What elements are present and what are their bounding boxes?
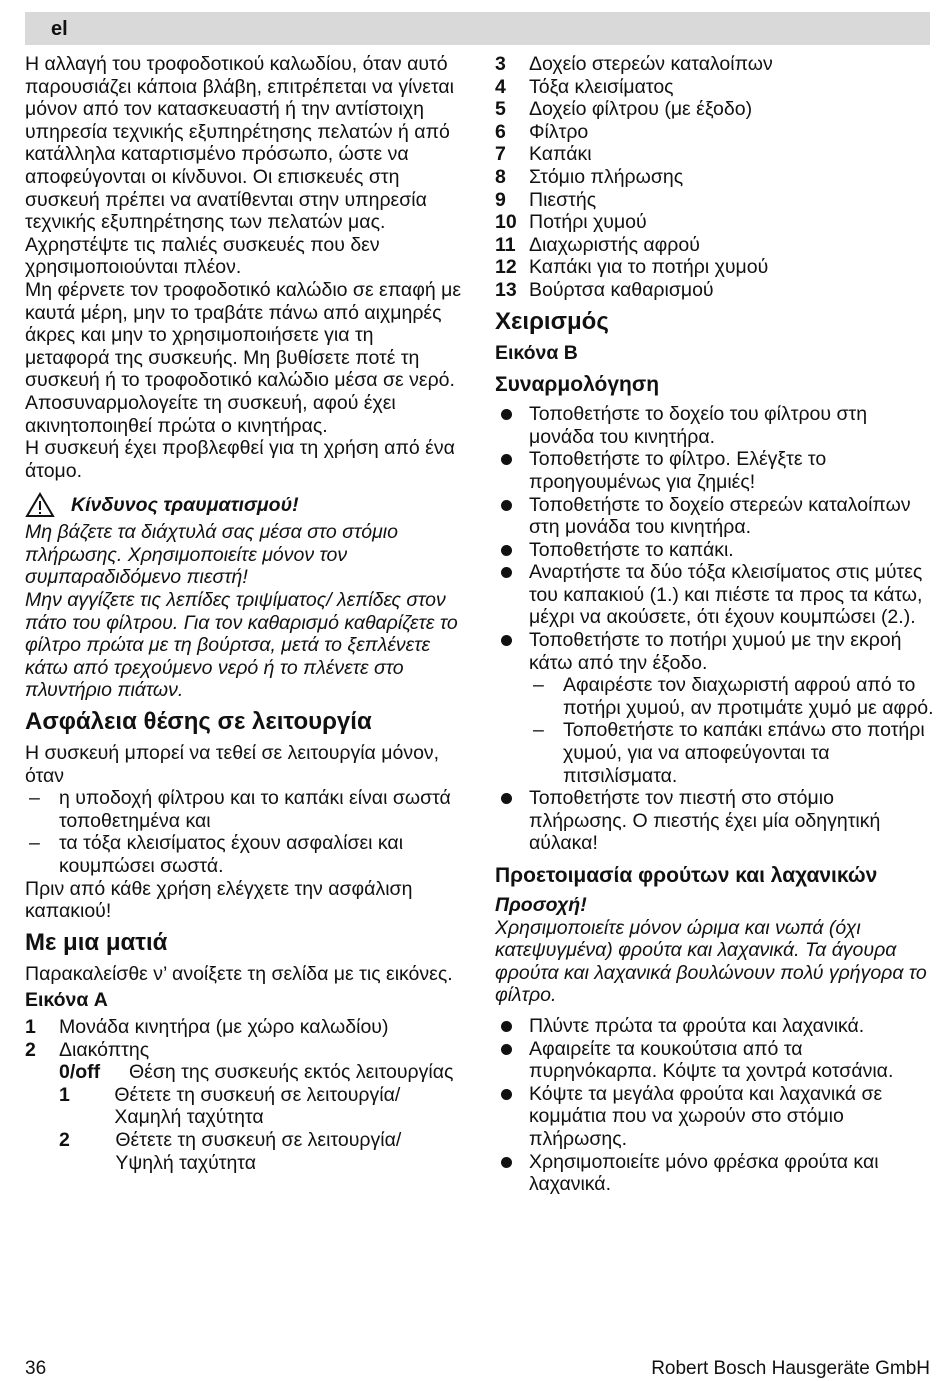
bullet-item: Τοποθετήστε το δοχείο στερεών καταλοίπων στη μονάδα του κινητήρα. <box>495 494 935 539</box>
switch-item: 1 Θέτετε τη συσκευή σε λειτουργία/ Χαμηλή ταχύτητα <box>59 1083 401 1129</box>
section-heading: Με μια ματιά <box>25 928 168 956</box>
bullet-item: Τοποθετήστε τον πιεστή στο στόμιο πλήρωσης. Ο πιεστής έχει μία οδηγητική αύλακα! <box>495 787 935 855</box>
bullet-icon <box>501 1157 512 1168</box>
dash-list-item: – η υποδοχή φίλτρου και το καπάκι είναι σωστά τοποθετημένα και <box>29 787 451 832</box>
part-item: 5 Δοχείο φίλτρου (με έξοδο) <box>495 98 753 121</box>
part-item: 11 Διαχωριστής αφρού <box>495 233 700 256</box>
bullet-icon <box>501 635 512 646</box>
bullet-icon <box>501 500 512 511</box>
bullet-item: Πλύντε πρώτα τα φρούτα και λαχανικά. <box>495 1015 935 1038</box>
paragraph: Η συσκευή έχει προβλεφθεί για τη χρήση από ένα άτομο. <box>25 437 455 482</box>
subsection-heading: Προετοιμασία φρούτων και λαχανικών <box>495 864 878 887</box>
bullet-item: Τοποθετήστε το καπάκι. <box>495 539 935 562</box>
bullet-icon <box>501 793 512 804</box>
bullet-item: Χρησιμοποιείτε μόνο φρέσκα φρούτα και λαχανικά. <box>495 1151 935 1196</box>
section-heading: Ασφάλεια θέσης σε λειτουργία <box>25 708 372 736</box>
part-item: 8 Στόμιο πλήρωσης <box>495 165 684 188</box>
paragraph: Πριν από κάθε χρήση ελέγχετε την ασφάλιση καπακιού! <box>25 877 413 923</box>
paragraph: Η αλλαγή του τροφοδοτικού καλωδίου, όταν αυτό παρουσιάζει κάποια βλάβη, επιτρέπεται να γίνεται μόνον από τον κατασκευαστή ή την αντίστοιχη υπηρεσία τεχνικής εξυπηρέτησης πελατών ή από κατάλληλα καταρτισμένο πρόσωπο, ώστε να αποφεύγονται οι κίνδυνοι. Οι επισκευές στη συσκευή πρέπει να ανατίθενται στην υπηρεσία τεχνικής εξυπηρέτησης των πελατών μας. Αχρηστέψτε τις παλιές συσκευές που δεν χρησιμοποιούνται πλέον. <box>25 53 454 279</box>
warning-text: Μη βάζετε τα διάχτυλά σας μέσα στο στόμιο πλήρωσης. Χρησιμοποιείτε μόνον τον συμπαραδιδόμενο πιεστή! <box>25 521 398 589</box>
bullet-item: Τοποθετήστε το ποτήρι χυμού με την εκροή κάτω από την έξοδο. <box>495 629 935 674</box>
warning-header <box>25 492 463 518</box>
language-code: el <box>51 18 68 40</box>
paragraph: Παρακαλείσθε ν’ ανοίξετε τη σελίδα με τις εικόνες. <box>25 962 453 985</box>
bullet-item: Τοποθετήστε το φίλτρο. Ελέγξτε το προηγουμένως για ζημιές! <box>495 448 935 493</box>
figure-label: Εικόνα B <box>495 341 578 364</box>
caution-title: Προσοχή! <box>495 894 587 916</box>
part-item: 4 Τόξα κλεισίματος <box>495 75 674 98</box>
warning-triangle-icon <box>25 492 55 518</box>
part-item: 9 Πιεστής <box>495 188 597 211</box>
part-item: 1 Μονάδα κινητήρα (με χώρο καλωδίου) <box>25 1015 389 1038</box>
caution-text: Χρησιμοποιείτε μόνον ώριμα και νωπά (όχι κατεψυγμένα) φρούτα και λαχανικά. Τα άγουρα φρούτα και λαχανικά βουλώνουν πολύ γρήγορα το φίλτρο. <box>495 916 927 1007</box>
bullet-icon <box>501 1021 512 1032</box>
paragraph: Αποσυναρμολογείτε τη συσκευή, αφού έχει ακινητοποιηθεί πρώτα ο κινητήρας. <box>25 391 396 437</box>
subsection-heading: Συναρμολόγηση <box>495 373 660 397</box>
part-item: 13 Βούρτσα καθαρισμού <box>495 278 714 301</box>
left-column <box>25 53 463 1174</box>
language-bar <box>25 12 930 45</box>
switch-item: 0/off Θέση της συσκευής εκτός λειτουργίας <box>59 1061 454 1084</box>
part-item: 2 Διακόπτης <box>25 1038 150 1061</box>
part-item: 7 Καπάκι <box>495 143 592 166</box>
bullet-icon <box>501 409 512 420</box>
part-item: 3 Δοχείο στερεών καταλοίπων <box>495 53 773 75</box>
bullet-item: Κόψτε τα μεγάλα φρούτα και λαχανικά σε κομμάτια που να χωρούν στο στόμιο πλήρωσης. <box>495 1083 935 1151</box>
bullet-item: Τοποθετήστε το δοχείο του φίλτρου στη μονάδα του κινητήρα. <box>495 403 935 448</box>
page-number: 36 <box>25 1358 47 1379</box>
part-item: 10 Ποτήρι χυμού <box>495 211 647 234</box>
switch-item: 2 Θέτετε τη συσκευή σε λειτουργία/ Υψηλή ταχύτητα <box>59 1128 402 1174</box>
part-item: 6 Φίλτρο <box>495 120 589 143</box>
bullet-icon <box>501 1044 512 1055</box>
paragraph: Μη φέρνετε τον τροφοδοτικό καλώδιο σε επαφή με καυτά μέρη, μην το τραβάτε πάνω από αιχμηρές άκρες και μην το χρησιμοποιήσετε για τη μεταφορά της συσκευής. Μη βυθίσετε ποτέ τη συσκευή ή το τροφοδοτικό καλώδιο μέσα σε νερό. <box>25 278 462 392</box>
part-item: 12 Καπάκι για το ποτήρι χυμού <box>495 256 769 279</box>
warning-text: Μην αγγίζετε τις λεπίδες τριψίματος/ λεπίδες στον πάτο του φίλτρου. Για τον καθαρισμό καθαρίζετε το φίλτρο πρώτα με τη βούρτσα, μετά το ξεπλένετε κάτω από τρεχούμενο νερό ή το πλένετε στο πλυντήριο πιάτων. <box>25 589 458 702</box>
bullet-icon <box>501 545 512 556</box>
right-column <box>495 53 935 1196</box>
company-name: Robert Bosch Hausgeräte GmbH <box>651 1358 930 1379</box>
figure-label: Εικόνα A <box>25 989 108 1012</box>
dash-list-item: – τα τόξα κλεισίματος έχουν ασφαλίσει και κουμπώσει σωστά. <box>29 832 404 877</box>
bullet-item: Αναρτήστε τα δύο τόξα κλεισίματος στις μύτες του καπακιού (1.) και πιέστε τα προς τα κάτω, μέχρι να ακούσετε, ότι έχουν κουμπώσει (2.). <box>495 561 935 629</box>
bullet-icon <box>501 1089 512 1100</box>
warning-title: Κίνδυνος τραυματισμού! <box>71 493 299 516</box>
bullet-icon <box>501 567 512 578</box>
bullet-item: Αφαιρείτε τα κουκούτσια από τα πυρηνόκαρπα. Κόψτε τα χοντρά κοτσάνια. <box>495 1038 935 1083</box>
section-heading: Χειρισμός <box>495 307 609 335</box>
paragraph: Η συσκευή μπορεί να τεθεί σε λειτουργία μόνον, όταν <box>25 742 440 787</box>
dash-list-item: – Τοποθετήστε το καπάκι επάνω στο ποτήρι χυμού, για να αποφεύγονται τα πιτσιλίσματα. <box>533 719 925 787</box>
bullet-icon <box>501 454 512 465</box>
dash-list-item: – Αφαιρέστε τον διαχωριστή αφρού από το ποτήρι χυμού, αν προτιμάτε χυμό με αφρό. <box>533 674 934 719</box>
